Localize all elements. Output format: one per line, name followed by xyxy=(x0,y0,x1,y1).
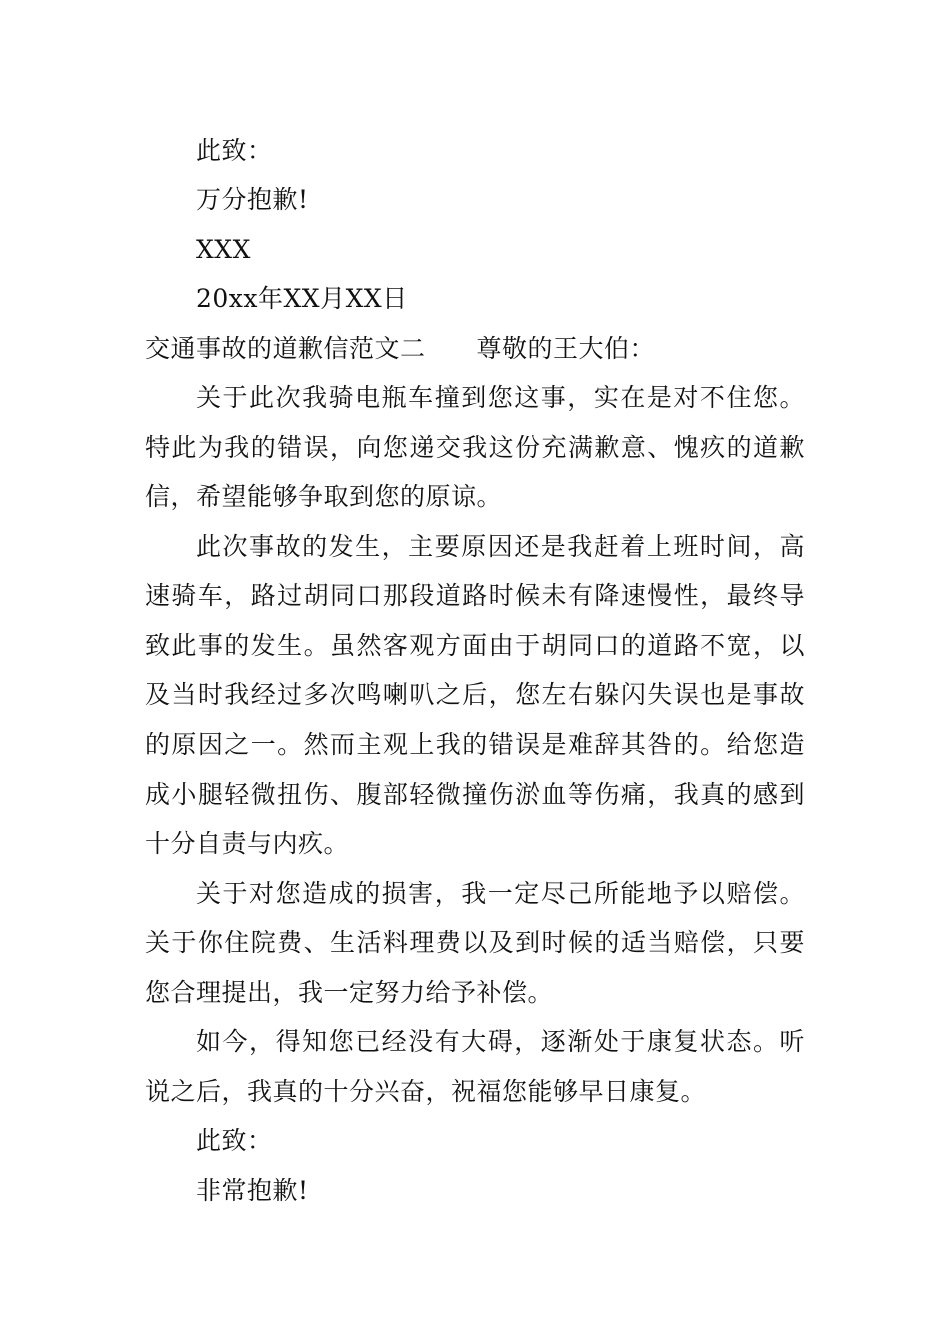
paragraph-3-line-1: 关于对您造成的损害，我一定尽己所能地予以赔偿。 xyxy=(196,879,805,908)
paragraph-2-line-6: 成小腿轻微扭伤、腹部轻微撞伤淤血等伤痛，我真的感到 xyxy=(145,780,805,809)
paragraph-1-line-1: 关于此次我骑电瓶车撞到您这事，实在是对不住您。 xyxy=(196,383,805,412)
paragraph-2-line-2: 速骑车，路过胡同口那段道路时候未有降速慢性，最终导 xyxy=(145,581,805,610)
paragraph-1-line-2: 特此为我的错误，向您递交我这份充满歉意、愧疚的道歉 xyxy=(145,433,805,462)
paragraph-2-line-4: 及当时我经过多次鸣喇叭之后，您左右躲闪失误也是事故 xyxy=(145,680,805,709)
paragraph-2-line-5: 的原因之一。然而主观上我的错误是难辞其咎的。给您造 xyxy=(145,730,805,759)
paragraph-1-line-3: 信，希望能够争取到您的原谅。 xyxy=(145,482,503,511)
paragraph-4-line-2: 说之后，我真的十分兴奋，祝福您能够早日康复。 xyxy=(145,1077,707,1106)
paragraph-3-line-3: 您合理提出，我一定努力给予补偿。 xyxy=(145,978,554,1007)
closing-apology: 万分抱歉! xyxy=(196,185,309,214)
closing-salutation-2: 此致： xyxy=(196,1126,273,1155)
paragraph-2-line-1: 此次事故的发生，主要原因还是我赶着上班时间，高 xyxy=(196,532,805,561)
letter-heading: 交通事故的道歉信范文二 尊敬的王大伯： xyxy=(145,334,656,363)
signature: XXX xyxy=(196,235,251,264)
paragraph-4-line-1: 如今，得知您已经没有大碍，逐渐处于康复状态。听 xyxy=(196,1027,805,1056)
date-line: 20xx年XX月XX日 xyxy=(196,284,408,313)
paragraph-3-line-2: 关于你住院费、生活料理费以及到时候的适当赔偿，只要 xyxy=(145,928,805,957)
closing-salutation: 此致： xyxy=(196,136,273,165)
paragraph-2-line-7: 十分自责与内疚。 xyxy=(145,829,350,858)
closing-apology-2: 非常抱歉! xyxy=(196,1176,309,1205)
paragraph-2-line-3: 致此事的发生。虽然客观方面由于胡同口的道路不宽，以 xyxy=(145,631,805,660)
